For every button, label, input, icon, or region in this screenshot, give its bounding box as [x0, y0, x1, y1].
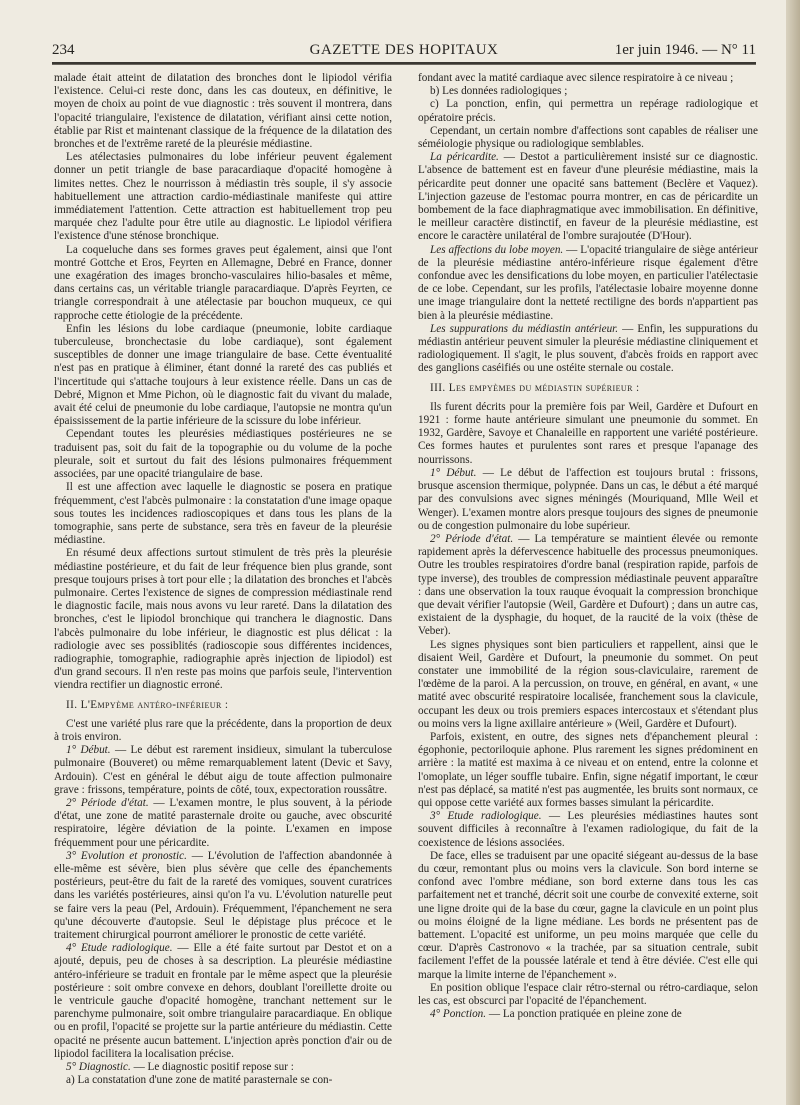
section-heading: II. L'Empyème antéro-inférieur : [66, 698, 229, 711]
paragraph: Enfin les lésions du lobe cardiaque (pneumonie, lobite cardiaque tuberculeuse, bronchectasie du lobe cardiaque), sont également susceptibles de donner une image triangulaire de base. Cette éventualité n'est pas en pratique à éliminer, étant donné la rareté des cas publiés et l'incertitude qui s'attache toujours à leur existence réelle. Dans un cas de Debré, Mignon et Mme Pichon, où le diagnostic fait du vivant du malade, avait été celui de pneumonie du lobe cardiaque, l'autopsie ne montra qu'un épaississement de la partie inférieure de la scissure du lobe inférieur. [54, 322, 392, 428]
paragraph-lead: 1° Début. [430, 466, 477, 479]
paragraph [418, 810, 758, 850]
paragraph [54, 942, 392, 1061]
paragraph-body: — Destot a particulièrement insisté sur ce diagnostic. L'absence de battement est en faveur d'une pleurésie médiastine, mais la péricardite peut donner une opacité sans battement (Beclère et Vaquez). L'injection gazeuse de l'estomac pourra montrer, en cas de péricardite un bombement de la face diaphragmatique avec immobilisation. En définitive, le meilleur caractère distinctif, en faveur de la pleurésie médiastine, est encore le caractère unilatéral de l'ombre surajoutée (D'Hour). [418, 151, 758, 243]
paragraph: Les atélectasies pulmonaires du lobe inférieur peuvent également donner un petit triangle de base paracardiaque d'opacité homogène à limites nettes. Chez le nourrisson à médiastin très souple, il s'y associe habituellement une attraction cardio-médiastinale manifeste qui attire immédiatement l'attention. Cette attraction est habituellement trop peu marquée chez l'adulte pour être utile au diagnostic. Le lipiodol vérifiera l'existence d'une sténose bronchique. [54, 151, 392, 243]
paragraph [418, 533, 758, 639]
paragraph: malade était atteint de dilatation des bronches dont le lipiodol vérifia l'existence. Celui-ci reste donc, dans les cas douteux, en définitive, le moyen de choix au point de vue diagnostic : très souvent il montrera, dans l'opacité triangulaire, l'existence de dilatation, vérifiant ainsi cette notion, établie par Rist et maintenant classique de la fréquence de la dilatation des bronches et de l'extrême rareté de la pleurésie médiastine. [54, 72, 392, 151]
paragraph-lead: Les affections du lobe moyen. [430, 243, 564, 256]
paragraph-body: — Le diagnostic positif repose sur : [130, 1061, 294, 1074]
paragraph [54, 1061, 392, 1074]
paragraph-lead: 1° Début. [66, 744, 111, 757]
issue-date: 1er juin 1946. — N° 11 [614, 42, 756, 58]
paragraph-lead: 2° Période d'état. [66, 796, 149, 809]
paragraph-body: — La température se maintient élevée ou remonte rapidement après la défervescence habituelle des processus pneumoniques. Outre les troubles respiratoires d'ordre banal (respiration rapide, parfois de type inverse), des troubles de compression médiastinale peuvent apparaître : dans une observation la toux rauque évoquait la compression bronchique que devait vérifier l'autopsie (Weil, Gardère et Dufourt) ; dans un autre cas, existaient de la dysphagie, du hoquet, de la raucité de la voix (thèse de Veber). [418, 532, 758, 638]
paragraph [418, 467, 758, 533]
paragraph-lead: 4° Ponction. [430, 1008, 487, 1021]
paragraph-lead: La péricardite. [430, 151, 499, 164]
page-edge [786, 0, 800, 1105]
paragraph-lead: 3° Etude radiologique. [430, 810, 542, 823]
paragraph: Ils furent décrits pour la première fois par Weil, Gardère et Dufourt en 1921 : forme haute antérieure simulant une pneumonie du sommet. En 1932, Gardère, Savoye et Chanaleille en rapportent une variété postérieure. Ces formes hautes et purulentes sont rares et presque l'apanage des nourrissons. [418, 400, 758, 466]
paragraph [54, 850, 392, 942]
paragraph-body: — L'opacité triangulaire de siège antérieur de la pleurésie médiastine antéro-inférieure risque également d'être confondue avec les densifications du lobe moyen, en particulier l'atélectasie de ce lobe. Cependant, sur les profils, l'atélectasie lobaire moyenne donne une image triangulaire dont la netteté rectiligne des bords n'appartient pas bien à la pleurésie médiastine. [418, 243, 758, 322]
paragraph-body: — Elle a été faite surtout par Destot et on a ajouté, depuis, peu de choses à sa description. La pleurésie médiastine antéro-inférieure se traduit en frontale par le même aspect que la pleurésie postérieure : soit ombre convexe en dehors, doublant l'oreillette droite ou le ventricule gauche d'opacité homogène, tranchant nettement sur le parenchyme pulmonaire, soit ombre triangulaire paracardiaque. En oblique ou en profil, l'opacité se projette sur la partie antérieure du médiastin. Cette opacité ne présente aucun battement. L'injection après ponction d'air ou de lipiodol facilitera la localisation précise. [54, 942, 392, 1060]
header-rule [52, 64, 756, 65]
paragraph [418, 244, 758, 323]
paragraph [418, 1008, 758, 1021]
paragraph [418, 323, 758, 376]
paragraph: En position oblique l'espace clair rétro-sternal ou rétro-cardiaque, selon les cas, est obscurci par l'opacité de l'épanchement. [418, 981, 758, 1008]
paragraph-body: — Les pleurésies médiastines hautes sont souvent difficiles à reconnaître à l'examen radiologique, du fait de la coexistence de lésions associées. [418, 810, 758, 849]
paragraph: Cependant, un certain nombre d'affections sont capables de réaliser une séméiologie physique ou radiologique semblables. [418, 124, 758, 151]
paragraph-lead: 5° Diagnostic. [66, 1061, 131, 1074]
paragraph [54, 744, 392, 797]
paragraph-lead: 4° Etude radiologique. [66, 942, 173, 955]
paragraph: Parfois, existent, en outre, des signes nets d'épanchement pleural : égophonie, pectoriloquie aphone. Plus rarement les signes prédominent en arrière : la matité est maxima à ce niveau et on entend, entre la colonne et l'omoplate, un léger souffle tubaire. Enfin, signe négatif important, le cœur n'est pas déplacé, sa matité n'est pas augmentée, les bruits sont normaux, ce qui oppose cette variété aux formes basses simulant la péricardite. [418, 730, 758, 809]
paragraph: Il est une affection avec laquelle le diagnostic se posera en pratique fréquemment, c'est l'abcès pulmonaire : la constatation d'une image opaque sous toutes les incidences radioscopiques et dans tous les plans de la tomographie, sans perte de substance, sera très en faveur de la pleurésie médiastine. [54, 481, 392, 547]
left-column [54, 72, 392, 1092]
paragraph-lead: 2° Période d'état. [430, 532, 514, 545]
page-header [52, 36, 756, 64]
paragraph: C'est une variété plus rare que la précédente, dans la proportion de deux à trois environ. [54, 717, 392, 743]
paragraph: La coqueluche dans ses formes graves peut également, ainsi que l'ont montré Gottche et Eros, Feyrten en Allemagne, Debré en France, donner une exagération des images broncho-vasculaires hilio-basales et même, dans certains cas, un véritable triangle paracardiaque. D'après Feyrten, ce triangle correspondrait à une atélectasie par bouchon muqueux, ce qui rapproche cette étiologie de la précédente. [54, 243, 392, 322]
paragraph: b) Les données radiologiques ; [430, 85, 568, 98]
paragraph-body: — L'examen montre, le plus souvent, à la période d'état, une zone de matité parasternale droite ou gauche, avec obscurité respiratoire, légère déviation de la pointe. L'examen en impose fréquemment pour une péricardite. [54, 796, 392, 849]
paragraph-body: — Le début de l'affection est toujours brutal : frissons, brusque ascension thermique, polypnée. Dans un cas, le début a été marqué par des convulsions avec signes méningés (Mouriquand, Mlle Weil et Wenger). L'examen montre alors presque toujours des signes de pneumonie ou de congestion pulmonaire du lobe supérieur. [418, 466, 758, 532]
journal-title: GAZETTE DES HOPITAUX [309, 42, 499, 58]
paragraph [54, 797, 392, 850]
page-number: 234 [52, 42, 75, 58]
paragraph [418, 151, 758, 243]
section-heading: III. Les empyèmes du médiastin supérieur : [430, 381, 640, 394]
paragraph-body: — La ponction pratiquée en pleine zone de [486, 1008, 682, 1021]
paragraph: En résumé deux affections surtout stimulent de très près la pleurésie médiastine postérieure, et du fait de leur fréquence bien plus grande, sont presque toujours prises à tort pour elle ; la dilatation des bronches et l'abcès pulmonaire. Certes l'existence de signes de compression médiastinale rend le diagnostic facile, mais nous avons vu leur rareté. Dans la dilatation des bronches, c'est le lipiodol bronchique qui tranchera le diagnostic. Dans l'abcès pulmonaire du lobe inférieur, le diagnostic est plus délicat : la radiologie avec ses possiblités (radioscopie sous différentes incidences, radiographie, tomographie, radiographie après injection de lipiodol) est d'un grand secours. Il n'en reste pas moins que parfois seule, l'intervention viendra rectifier un diagnostic erroné. [54, 547, 392, 692]
paragraph: De face, elles se traduisent par une opacité siégeant au-dessus de la base du cœur, remontant plus ou moins vers la clavicule. Son bord interne se confond avec l'ombre médiane, son bord externe dans tous les cas parfaitement net et tranché, décrit soit une courbe de convexité externe, soit une ligne droite qui de la base du cœur, gagne la clavicule en un point plus ou moins éloigné de la ligne médiane. Les bords ne présentent pas de battement. L'opacité est uniforme, un peu moins marquée que celle du cœur. D'après Castronovo « la trachée, par sa situation centrale, subit facilement l'effet de la poussée latérale et tend à être déviée. C'est elle qui marque la limite interne de l'épanchement ». [418, 849, 758, 981]
paragraph: Cependant toutes les pleurésies médiastiques postérieures ne se traduisent pas, soit du fait de la topographie ou du volume de la poche pleurale, soit et surtout du fait des lésions pulmonaires fréquemment associées, par une opacité triangulaire de base. [54, 428, 392, 481]
paragraph: c) La ponction, enfin, qui permettra un repérage radiologique et opératoire précis. [418, 98, 758, 124]
paragraph: a) La constatation d'une zone de matité parasternale se con- [66, 1074, 333, 1087]
paragraph-body: — Le début est rarement insidieux, simulant la tuberculose pulmonaire (Bouveret) ou même remarquablement latent (Devic et Savy, Ardouin). C'est en général le début aigu de toute affection pulmonaire grave : frissons, température, points de côté, toux, expectoration roussâtre. [54, 744, 392, 796]
paragraph-lead: 3° Evolution et pronostic. [66, 849, 187, 862]
right-column [418, 72, 758, 1092]
paragraph-lead: Les suppurations du médiastin antérieur. [430, 322, 619, 335]
paragraph: Les signes physiques sont bien particuliers et rappellent, ainsi que le disaient Weil, Gardère et Dufourt, la pneumonie du sommet. On peut constater une immobilité de la région sous-claviculaire, rarement de l'œdème de la paroi. A la percussion, on trouve, en général, en avant, « une matité avec obscurité respiratoire localisée, franchement sous la clavicule, occupant les deux ou trois premiers espaces intercostaux et s'étendant plus ou moins vers la ligne axillaire antérieure » (Weil, Gardère et Dufourt). [418, 638, 758, 730]
paragraph: fondant avec la matité cardiaque avec silence respiratoire à ce niveau ; [418, 72, 734, 84]
paragraph-body: — Enfin, les suppurations du médiastin antérieur peuvent simuler la pleurésie médiastine cliniquement et radiologiquement. Il s'agit, le plus souvent, d'abcès froids en rapport avec des ganglions caséifiés ou une ostéite sternale ou costale. [418, 322, 758, 375]
paragraph-body: — L'évolution de l'affection abandonnée à elle-même est sévère, bien plus sévère que celle des épanchements postérieurs, peut-être du fait de la rareté des vomiques, souvent curatrices dans les variétés postérieures, ainsi qu'on l'a vu. L'évolution naturelle peut se faire vers la peau (Pel, Ardouin). Fréquemment, l'épanchement ne sera qu'une découverte d'autopsie. Seul le dépistage plus précoce et le traitement chirurgical pourront améliorer le pronostic de cette variété. [54, 849, 392, 941]
